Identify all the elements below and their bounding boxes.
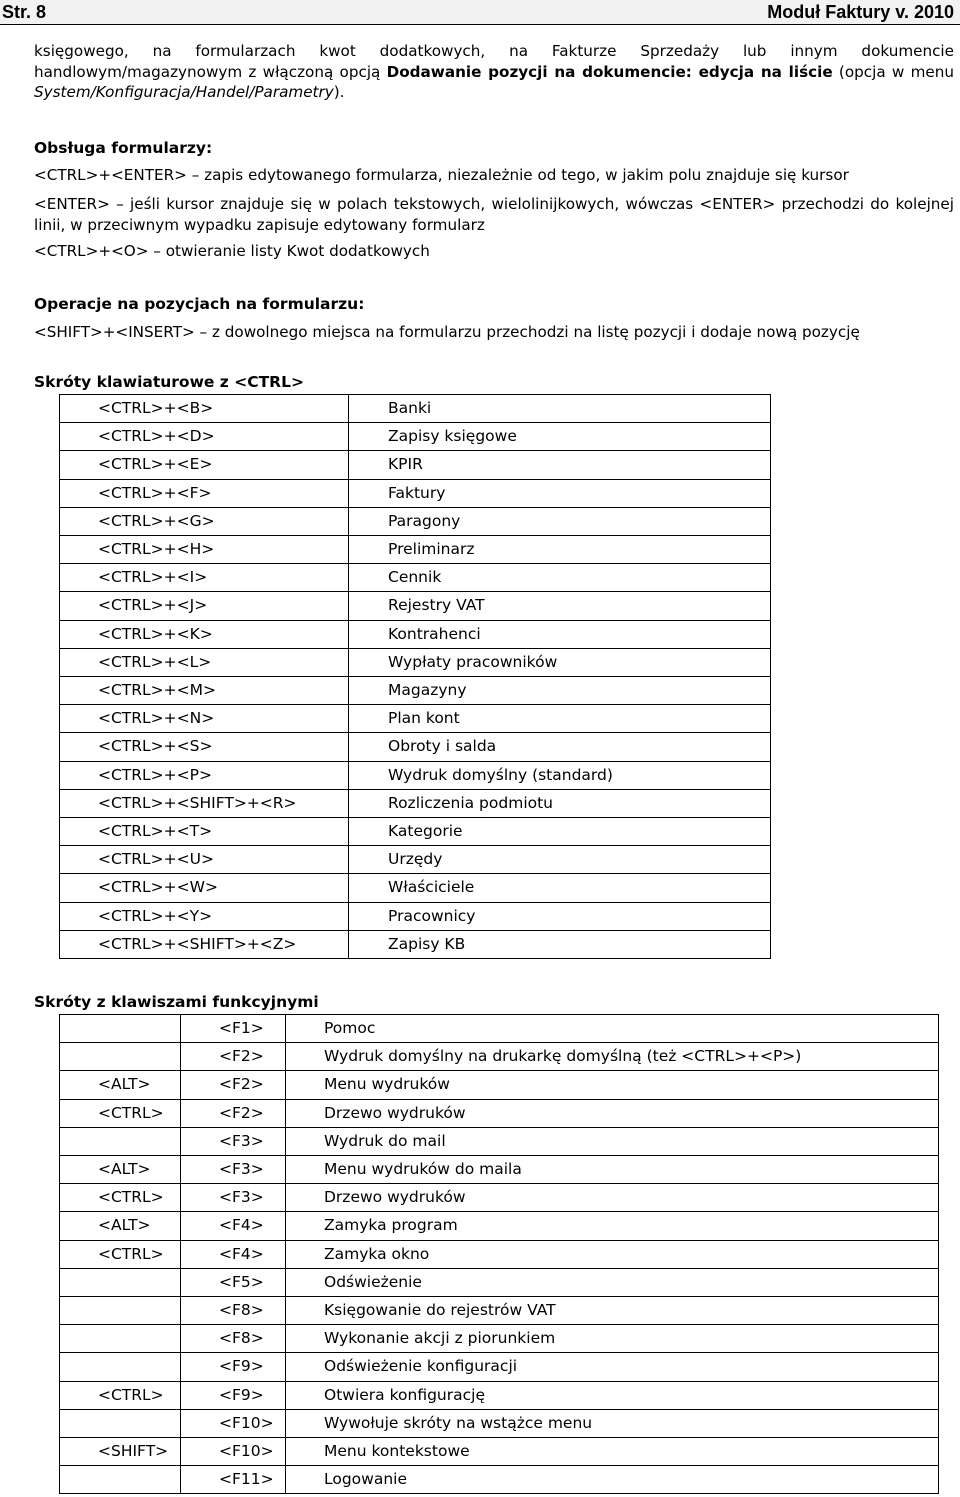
shortcut-key: <CTRL>+<W> xyxy=(60,874,349,902)
table-row xyxy=(60,761,771,789)
shortcut-action: KPIR xyxy=(349,451,771,479)
table-row xyxy=(60,620,771,648)
shortcut-action: Zapisy księgowe xyxy=(349,423,771,451)
shortcut-action: Pomoc xyxy=(286,1015,939,1043)
table-row xyxy=(60,1353,939,1381)
shortcut-action: Zapisy KB xyxy=(349,930,771,958)
shortcut-key: <CTRL>+<S> xyxy=(60,733,349,761)
modifier-key: <CTRL> xyxy=(60,1381,181,1409)
shortcut-key: <CTRL>+<N> xyxy=(60,705,349,733)
modifier-key: <ALT> xyxy=(60,1212,181,1240)
function-key: <F2> xyxy=(181,1099,286,1127)
shortcut-action: Drzewo wydruków xyxy=(286,1099,939,1127)
modifier-key xyxy=(60,1015,181,1043)
table-row xyxy=(60,1381,939,1409)
shortcut-key: <CTRL>+<T> xyxy=(60,818,349,846)
function-key: <F2> xyxy=(181,1043,286,1071)
shortcut-action: Menu kontekstowe xyxy=(286,1438,939,1466)
table-row xyxy=(60,789,771,817)
shortcut-action: Pracownicy xyxy=(349,902,771,930)
shortcut-key: <CTRL>+<L> xyxy=(60,648,349,676)
table-row xyxy=(60,733,771,761)
table-row xyxy=(60,1127,939,1155)
page-number: Str. 8 xyxy=(2,2,47,22)
shortcut-action: Wydruk domyślny (standard) xyxy=(349,761,771,789)
intro-text: ). xyxy=(333,83,345,101)
shortcut-action: Magazyny xyxy=(349,677,771,705)
function-key: <F4> xyxy=(181,1212,286,1240)
table-row xyxy=(60,592,771,620)
shortcut-action: Obroty i salda xyxy=(349,733,771,761)
function-key: <F4> xyxy=(181,1240,286,1268)
table-row xyxy=(60,1438,939,1466)
shortcut-action: Paragony xyxy=(349,507,771,535)
function-key: <F10> xyxy=(181,1409,286,1437)
modifier-key: <SHIFT> xyxy=(60,1438,181,1466)
table-row xyxy=(60,1043,939,1071)
function-key: <F11> xyxy=(181,1466,286,1494)
ctrl-shortcuts-heading: Skróty klawiaturowe z <CTRL> xyxy=(34,373,304,391)
table-row xyxy=(60,1297,939,1325)
table-row xyxy=(60,507,771,535)
function-key: <F9> xyxy=(181,1353,286,1381)
forms-line-ctrl-enter: <CTRL>+<ENTER> – zapis edytowanego formularza, niezależnie od tego, w jakim polu znajduje się kursor xyxy=(34,166,849,184)
intro-text: księgowego, na formularzach kwot dodatkowych, na Fakturze Sprzedaży lub innym dokumencie handlowym/magazynowym z włączoną opcją xyxy=(34,42,954,81)
modifier-key xyxy=(60,1325,181,1353)
shortcut-action: Księgowanie do rejestrów VAT xyxy=(286,1297,939,1325)
forms-heading: Obsługa formularzy: xyxy=(34,139,213,157)
shortcut-action: Odświeżenie konfiguracji xyxy=(286,1353,939,1381)
shortcut-action: Wykonanie akcji z piorunkiem xyxy=(286,1325,939,1353)
table-row xyxy=(60,1240,939,1268)
modifier-key: <CTRL> xyxy=(60,1099,181,1127)
shortcut-key: <CTRL>+<B> xyxy=(60,395,349,423)
table-row xyxy=(60,902,771,930)
shortcut-action: Zamyka program xyxy=(286,1212,939,1240)
shortcut-action: Zamyka okno xyxy=(286,1240,939,1268)
shortcut-key: <CTRL>+<H> xyxy=(60,536,349,564)
shortcut-key: <CTRL>+<I> xyxy=(60,564,349,592)
function-key: <F1> xyxy=(181,1015,286,1043)
table-row xyxy=(60,846,771,874)
shortcut-action: Menu wydruków xyxy=(286,1071,939,1099)
forms-line-enter: <ENTER> – jeśli kursor znajduje się w polach tekstowych, wielolinijkowych, wówczas <ENTER> przechodzi do kolejnej linii, w przeciwnym wypadku zapisuje edytowany formularz xyxy=(34,195,954,234)
modifier-key xyxy=(60,1043,181,1071)
table-row xyxy=(60,564,771,592)
function-key: <F10> xyxy=(181,1438,286,1466)
shortcut-action: Kategorie xyxy=(349,818,771,846)
table-row xyxy=(60,1015,939,1043)
shortcut-key: <CTRL>+<U> xyxy=(60,846,349,874)
shortcut-key: <CTRL>+<M> xyxy=(60,677,349,705)
shortcut-action: Wydruk do mail xyxy=(286,1127,939,1155)
function-key: <F8> xyxy=(181,1325,286,1353)
function-key: <F3> xyxy=(181,1127,286,1155)
shortcut-key: <CTRL>+<Y> xyxy=(60,902,349,930)
shortcut-key: <CTRL>+<K> xyxy=(60,620,349,648)
shortcut-action: Otwiera konfigurację xyxy=(286,1381,939,1409)
table-row xyxy=(60,536,771,564)
shortcut-action: Kontrahenci xyxy=(349,620,771,648)
page-header xyxy=(0,0,960,25)
function-key-shortcuts-table xyxy=(59,1014,939,1494)
table-row xyxy=(60,1184,939,1212)
modifier-key xyxy=(60,1297,181,1325)
shortcut-action: Odświeżenie xyxy=(286,1268,939,1296)
shortcut-key: <CTRL>+<D> xyxy=(60,423,349,451)
table-row xyxy=(60,1071,939,1099)
function-key: <F3> xyxy=(181,1156,286,1184)
shortcut-action: Faktury xyxy=(349,479,771,507)
modifier-key: <CTRL> xyxy=(60,1184,181,1212)
intro-bold-option: Dodawanie pozycji na dokumencie: edycja na liście xyxy=(386,62,833,81)
shortcut-key: <CTRL>+<G> xyxy=(60,507,349,535)
table-row xyxy=(60,677,771,705)
fn-shortcuts-heading: Skróty z klawiszami funkcyjnymi xyxy=(34,993,319,1011)
table-row xyxy=(60,874,771,902)
shortcut-action: Rozliczenia podmiotu xyxy=(349,789,771,817)
table-row xyxy=(60,1156,939,1184)
shortcut-action: Logowanie xyxy=(286,1466,939,1494)
document-title: Moduł Faktury v. 2010 xyxy=(767,2,954,22)
table-row xyxy=(60,1212,939,1240)
intro-menu-path: System/Konfiguracja/Handel/Parametry xyxy=(34,83,334,101)
shortcut-key: <CTRL>+<SHIFT>+<Z> xyxy=(60,930,349,958)
shortcut-action: Banki xyxy=(349,395,771,423)
modifier-key xyxy=(60,1268,181,1296)
table-row xyxy=(60,648,771,676)
shortcut-key: <CTRL>+<SHIFT>+<R> xyxy=(60,789,349,817)
table-row xyxy=(60,1325,939,1353)
positions-line-shift-insert: <SHIFT>+<INSERT> – z dowolnego miejsca na formularzu przechodzi na listę pozycji i dodaje nową pozycję xyxy=(34,323,860,341)
modifier-key xyxy=(60,1409,181,1437)
shortcut-action: Menu wydruków do maila xyxy=(286,1156,939,1184)
table-row xyxy=(60,395,771,423)
table-row xyxy=(60,818,771,846)
function-key: <F2> xyxy=(181,1071,286,1099)
modifier-key xyxy=(60,1353,181,1381)
modifier-key: <CTRL> xyxy=(60,1240,181,1268)
intro-paragraph xyxy=(34,41,954,103)
table-row xyxy=(60,1268,939,1296)
shortcut-key: <CTRL>+<E> xyxy=(60,451,349,479)
function-key: <F9> xyxy=(181,1381,286,1409)
forms-line-ctrl-o: <CTRL>+<O> – otwieranie listy Kwot dodatkowych xyxy=(34,242,430,260)
shortcut-action: Cennik xyxy=(349,564,771,592)
shortcut-action: Drzewo wydruków xyxy=(286,1184,939,1212)
table-row xyxy=(60,1466,939,1494)
modifier-key xyxy=(60,1466,181,1494)
shortcut-key: <CTRL>+<J> xyxy=(60,592,349,620)
function-key: <F5> xyxy=(181,1268,286,1296)
shortcut-action: Wywołuje skróty na wstążce menu xyxy=(286,1409,939,1437)
shortcut-action: Wydruk domyślny na drukarkę domyślną (też <CTRL>+<P>) xyxy=(286,1043,939,1071)
function-key: <F3> xyxy=(181,1184,286,1212)
modifier-key: <ALT> xyxy=(60,1071,181,1099)
shortcut-action: Urzędy xyxy=(349,846,771,874)
table-row xyxy=(60,479,771,507)
modifier-key xyxy=(60,1127,181,1155)
shortcut-key: <CTRL>+<F> xyxy=(60,479,349,507)
shortcut-action: Właściciele xyxy=(349,874,771,902)
table-row xyxy=(60,1099,939,1127)
shortcut-action: Plan kont xyxy=(349,705,771,733)
positions-heading: Operacje na pozycjach na formularzu: xyxy=(34,295,365,313)
shortcut-action: Wypłaty pracowników xyxy=(349,648,771,676)
table-row xyxy=(60,451,771,479)
function-key: <F8> xyxy=(181,1297,286,1325)
table-row xyxy=(60,423,771,451)
table-row xyxy=(60,930,771,958)
table-row xyxy=(60,1409,939,1437)
shortcut-action: Rejestry VAT xyxy=(349,592,771,620)
modifier-key: <ALT> xyxy=(60,1156,181,1184)
intro-text: (opcja w menu xyxy=(832,62,954,81)
ctrl-shortcuts-table xyxy=(59,394,771,959)
table-row xyxy=(60,705,771,733)
shortcut-key: <CTRL>+<P> xyxy=(60,761,349,789)
shortcut-action: Preliminarz xyxy=(349,536,771,564)
